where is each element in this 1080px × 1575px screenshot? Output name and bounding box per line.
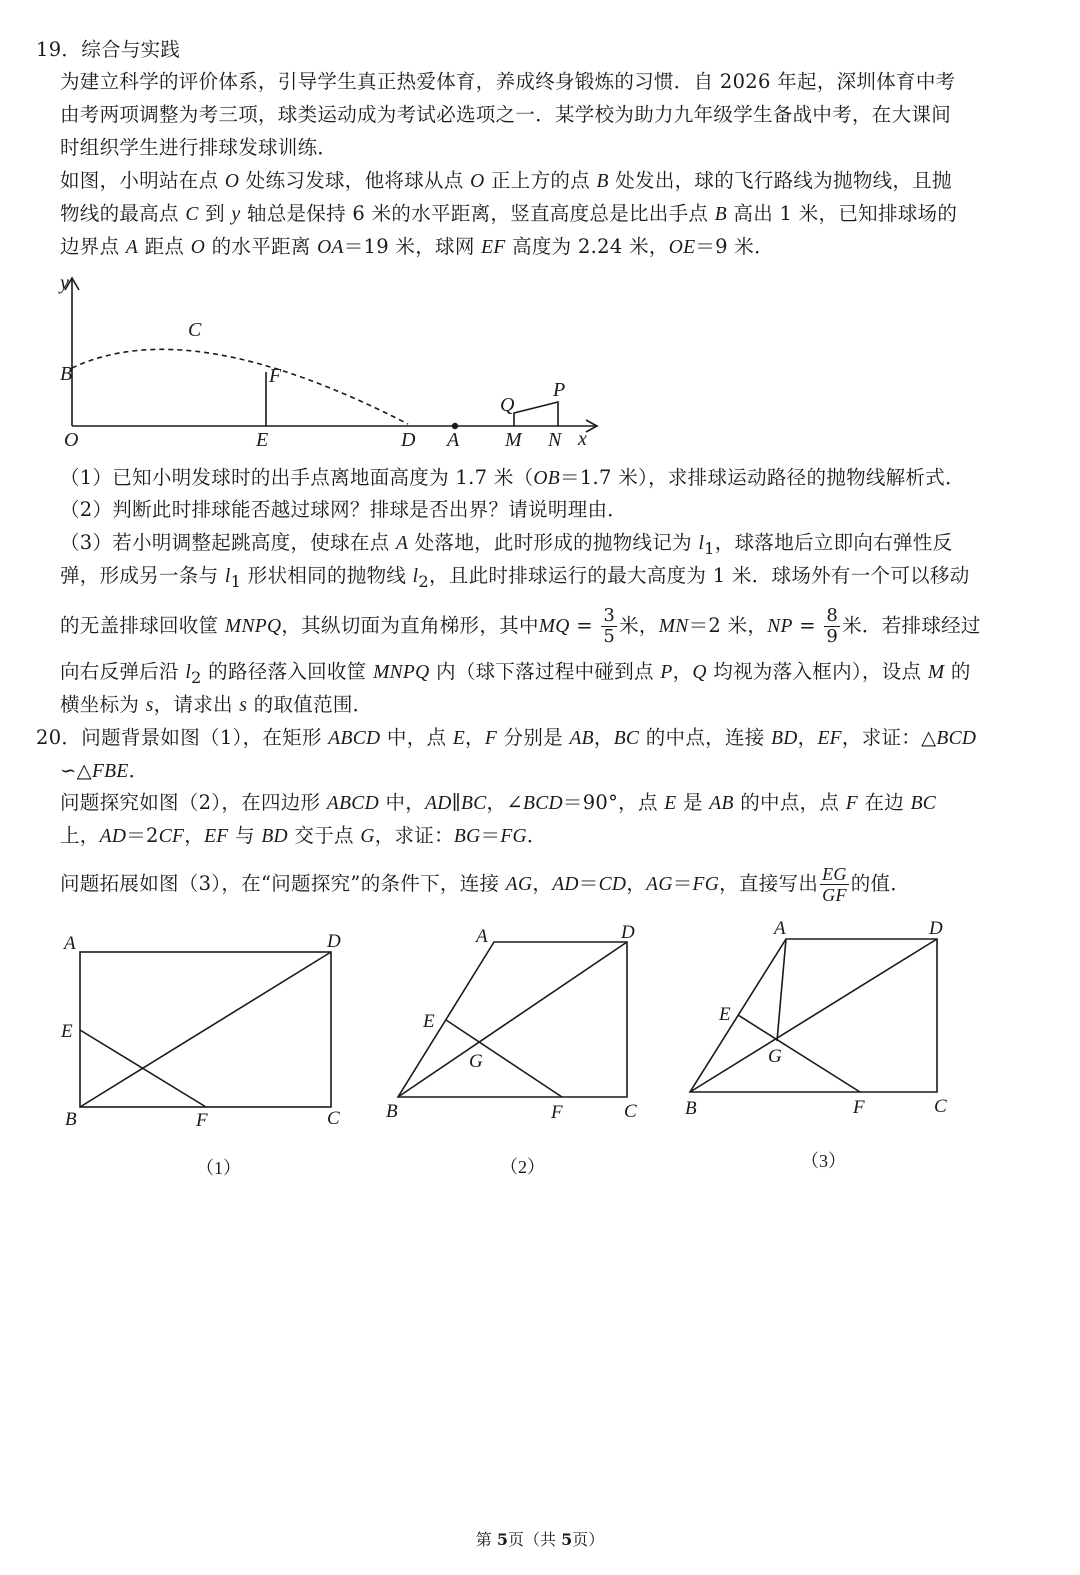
math-var: FBE: [91, 761, 129, 782]
math-var: AG: [646, 874, 673, 895]
math-var: BC: [461, 793, 487, 814]
math-var: MNPQ: [373, 662, 430, 683]
math-var: EF: [204, 826, 229, 847]
fig1-label-e: E: [61, 1021, 73, 1042]
text-run: ，其纵切面为直角梯形，其中: [281, 614, 539, 637]
q19-number: 19．: [36, 38, 82, 61]
fig3-label-e: E: [719, 1004, 731, 1025]
text-run: ＝: [480, 824, 501, 847]
text-run: 与: [228, 824, 262, 847]
label-d: D: [401, 429, 416, 451]
label-y: y: [60, 272, 69, 294]
subscript: 1: [704, 538, 715, 558]
math-var: AG: [505, 874, 533, 895]
math-var: BG: [453, 826, 481, 847]
text-run: 分别是: [497, 726, 570, 749]
q20-line1: [36, 722, 1044, 755]
q19-subq3-line2: [60, 560, 1044, 598]
math-var: FG: [500, 826, 527, 847]
math-var: C: [185, 204, 199, 225]
math-var: l: [224, 566, 231, 587]
math-var: E: [452, 728, 466, 749]
text-run: ＝: [578, 872, 599, 895]
text-run: 的取值范围．: [247, 693, 373, 716]
text-run: ，: [184, 824, 205, 847]
text-run: ＝19 米，球网: [343, 235, 482, 258]
fig1-label-d: D: [327, 931, 341, 952]
fig1-label-f: F: [196, 1110, 208, 1131]
math-var: P: [660, 662, 673, 683]
math-var: EF: [817, 728, 842, 749]
text-run: 的值．: [850, 872, 911, 895]
text-run: ，球落地后立即向右弹性反: [714, 531, 953, 554]
label-q: Q: [500, 394, 515, 416]
math-var: MN: [658, 616, 689, 637]
math-var: O: [224, 171, 240, 192]
text-run: 边界点: [60, 235, 126, 258]
fraction-numerator: 8: [826, 605, 839, 626]
text-run: 内（球下落过程中碰到点: [429, 660, 661, 683]
label-b: B: [60, 363, 73, 385]
text-run: （1）已知小明发球时的出手点离地面高度为 1.7 米（: [60, 466, 534, 489]
text-run: 横坐标为: [60, 693, 146, 716]
text-run: ，: [465, 726, 485, 749]
text-run: ，且此时排球运行的最大高度为 1 米．球场外有一个可以移动: [429, 564, 970, 587]
text-run: ＝1.7 米），求排球运动路径的抛物线解析式．: [560, 466, 965, 489]
q19-para2-line1: [60, 165, 1044, 198]
basket-mnpq: [514, 402, 558, 426]
fig2-label-e: E: [423, 1011, 435, 1032]
text-run: ＝2: [126, 824, 159, 847]
text-run: ＝90°，点: [562, 791, 665, 814]
math-var: FG: [692, 874, 720, 895]
text-run: ，求证：△: [841, 726, 937, 749]
fig2-label-f: F: [551, 1102, 563, 1123]
text-run: （3）若小明调整起跳高度，使球在点: [60, 531, 397, 554]
fig3-label-b: B: [685, 1098, 697, 1119]
text-run: 形状相同的抛物线: [241, 564, 413, 587]
fig3-caption: （3）: [801, 1151, 846, 1171]
text-run: ＝2 米，: [688, 614, 768, 637]
q19-volleyball-figure: [55, 270, 600, 455]
label-p: P: [553, 379, 566, 401]
text-run: =: [569, 614, 600, 637]
math-var: BD: [261, 826, 288, 847]
math-var: MNPQ: [224, 616, 282, 637]
text-run: 到: [198, 202, 232, 225]
text-run: ，: [626, 872, 647, 895]
math-var: AD: [425, 793, 452, 814]
text-run: ，: [672, 660, 693, 683]
text-run: 中，点: [380, 726, 453, 749]
fig2-label-a: A: [476, 926, 488, 947]
math-var: s: [145, 695, 154, 716]
math-var: ABCD: [326, 793, 379, 814]
math-var: BD: [771, 728, 798, 749]
fig2-label-c: C: [624, 1101, 637, 1122]
q19-heading: [36, 34, 1044, 66]
q19-para2-line3: [60, 231, 1044, 264]
math-var: G: [360, 826, 375, 847]
q19-subq3-line3: [60, 606, 1044, 647]
fig3-label-f: F: [853, 1097, 865, 1118]
q19-title: 综合与实践: [81, 38, 181, 61]
fraction-denominator: 9: [826, 626, 839, 647]
fraction-numerator: 3: [603, 605, 616, 626]
math-var: BCD: [936, 728, 977, 749]
text-run: 弹，形成另一条与: [60, 564, 225, 587]
q20-line5: [60, 864, 1044, 905]
text-run: 的路径落入回收筐: [201, 660, 374, 683]
page-total: 5: [561, 1530, 573, 1549]
fig2-caption: （2）: [500, 1157, 545, 1177]
text-run: ∽△: [60, 759, 92, 782]
text-run: 米，: [619, 614, 659, 637]
fig2-label-b: B: [386, 1101, 398, 1122]
math-var: E: [664, 793, 677, 814]
math-var: O: [470, 171, 485, 192]
text-run: 上，: [60, 824, 100, 847]
fig1-diagonal-bd: [80, 952, 331, 1107]
fig3-label-d: D: [929, 918, 943, 939]
text-run: 轴总是保持 6 米的水平距离，竖直高度总是比出手点: [240, 202, 715, 225]
text-run: 均视为落入框内），设点: [706, 660, 928, 683]
text-run: ，请求出: [153, 693, 240, 716]
text-run: ．: [128, 759, 149, 782]
math-var: y: [231, 204, 241, 225]
text-run: 问题背景如图（1），在矩形: [81, 726, 329, 749]
fraction-denominator: GF: [822, 885, 847, 905]
fig3-label-c: C: [934, 1096, 947, 1117]
math-var: OB: [533, 468, 561, 489]
q20-number: 20．: [36, 726, 82, 749]
math-var: A: [396, 533, 409, 554]
text-run: 物线的最高点: [60, 202, 186, 225]
q20-line4: [60, 820, 1044, 853]
text-run: 处练习发球，他将球从点: [239, 169, 471, 192]
text-run: 处落地，此时形成的抛物线记为: [408, 531, 699, 554]
fig2-segment-ef: [446, 1020, 562, 1097]
math-var: BC: [910, 793, 937, 814]
fig1-label-a: A: [64, 933, 76, 954]
text-run: 如图，小明站在点: [60, 169, 225, 192]
math-var: ABCD: [328, 728, 381, 749]
fig3-label-a: A: [774, 918, 786, 939]
fig1-label-c: C: [327, 1108, 340, 1129]
text-run: ＝9 米．: [695, 235, 774, 258]
label-f: F: [269, 365, 282, 387]
fig1-caption: （1）: [196, 1158, 241, 1178]
text-run: 问题拓展如图（3），在“问题探究”的条件下，连接: [60, 872, 506, 895]
math-var: EF: [481, 237, 506, 258]
q19-para1-line2: 由考两项调整为考三项，球类运动成为考试必选项之一．某学校为助力九年级学生备战中考，在大课间: [60, 103, 952, 126]
math-var: CF: [158, 826, 185, 847]
text-run: 高度为 2.24 米，: [505, 235, 669, 258]
text-run: 中，: [378, 791, 426, 814]
math-var: s: [239, 695, 248, 716]
text-run: 页）: [572, 1530, 605, 1549]
fig3-segment-ag: [777, 939, 786, 1041]
text-run: ，: [797, 726, 818, 749]
text-run: 向右反弹后沿: [60, 660, 186, 683]
label-n: N: [548, 429, 562, 451]
fig2-label-g: G: [469, 1051, 483, 1072]
math-var: MQ: [538, 616, 570, 637]
page-footer: [0, 1527, 1080, 1550]
text-run: 问题探究如图（2），在四边形: [60, 791, 327, 814]
text-run: ＝: [672, 872, 693, 895]
fig3-segment-ef: [738, 1015, 860, 1092]
math-var: B: [596, 171, 609, 192]
q20-line2: [60, 755, 1044, 788]
label-o: O: [64, 429, 79, 451]
math-var: CD: [598, 874, 627, 895]
q19-para2-line2: [60, 198, 1044, 231]
text-run: ，∠: [486, 791, 523, 814]
math-var: B: [714, 204, 727, 225]
page-number: 5: [496, 1530, 508, 1549]
text-run: =: [792, 614, 823, 637]
text-run: 页（共: [507, 1530, 562, 1549]
text-run: 的无盖排球回收筐: [60, 614, 225, 637]
math-var: BC: [613, 728, 640, 749]
q19-para1-line3: 时组织学生进行排球发球训练．: [60, 136, 338, 159]
math-var: OE: [668, 237, 696, 258]
q20-figures: [50, 915, 980, 1190]
math-var: A: [125, 237, 139, 258]
fraction-numerator: EG: [822, 864, 847, 884]
fraction-np: [824, 606, 840, 647]
text-run: 交于点: [287, 824, 361, 847]
label-e: E: [256, 429, 269, 451]
subscript: 2: [191, 667, 202, 687]
q19-subq1: [60, 462, 1044, 495]
fraction-eg-gf: [820, 864, 849, 905]
q19-para1-line1: 为建立科学的评价体系，引导学生真正热爱体育，养成终身锻炼的习惯．自 2026 年起，深圳体育中考: [60, 70, 956, 93]
q19-subq2: （2）判断此时排球能否越过球网？排球是否出界？请说明理由．: [60, 498, 628, 521]
math-var: Q: [692, 662, 707, 683]
trajectory-parabola: [72, 349, 408, 424]
text-run: ，求证：: [374, 824, 454, 847]
math-var: M: [927, 662, 945, 683]
fraction-denominator: 5: [603, 626, 616, 647]
text-run: ，: [593, 726, 614, 749]
math-var: l: [698, 533, 705, 554]
fig1-label-b: B: [65, 1109, 77, 1130]
text-run: 的中点，连接: [639, 726, 772, 749]
math-var: OA: [317, 237, 344, 258]
label-m: M: [505, 429, 522, 451]
subscript: 2: [418, 571, 430, 591]
math-var: AB: [569, 728, 594, 749]
text-run: 的中点，点: [733, 791, 846, 814]
fig3-label-g: G: [768, 1046, 782, 1067]
text-run: ，直接写出: [719, 872, 819, 895]
math-var: AD: [99, 826, 127, 847]
label-x: x: [578, 428, 587, 450]
q20-line3: [60, 787, 1044, 820]
text-run: 第: [475, 1530, 497, 1549]
text-run: 正上方的点: [484, 169, 597, 192]
fig2-label-d: D: [621, 922, 635, 943]
math-var: NP: [767, 616, 793, 637]
label-a: A: [447, 429, 460, 451]
text-run: 的: [944, 660, 971, 683]
text-run: 在边: [857, 791, 911, 814]
math-var: F: [484, 728, 498, 749]
text-run: 距点: [138, 235, 191, 258]
text-run: 的水平距离: [205, 235, 318, 258]
math-var: BCD: [522, 793, 563, 814]
math-var: AD: [552, 874, 579, 895]
text-run: ∥: [451, 791, 461, 814]
subscript: 1: [230, 571, 242, 591]
text-run: ，: [532, 872, 553, 895]
q19-subq3-line5: [60, 689, 1044, 722]
text-run: 是: [676, 791, 710, 814]
text-run: 高出 1 米，已知排球场的: [726, 202, 958, 225]
math-var: AB: [709, 793, 734, 814]
text-run: ．: [526, 824, 547, 847]
math-var: O: [190, 237, 206, 258]
label-c: C: [188, 319, 202, 341]
math-var: F: [845, 793, 858, 814]
fraction-mq: [601, 606, 617, 647]
text-run: 处发出，球的飞行路线为抛物线，且抛: [608, 169, 952, 192]
math-var: l: [185, 662, 192, 683]
text-run: 米．若排球经过: [842, 614, 981, 637]
math-var: l: [412, 566, 419, 587]
